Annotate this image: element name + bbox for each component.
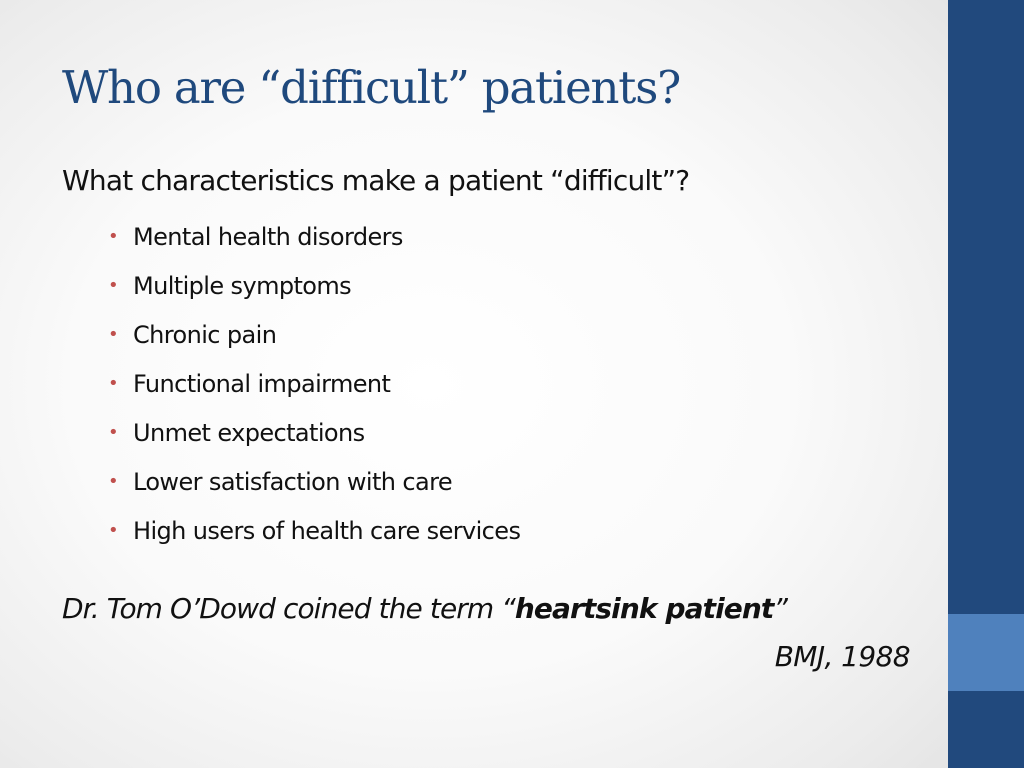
bullet-item: [108, 368, 520, 417]
bullet-list: [108, 221, 520, 564]
bullet-icon: •: [108, 520, 119, 541]
quote-emphasis: heartsink patient: [514, 592, 774, 625]
bullet-text: Mental health disorders: [133, 223, 403, 251]
bullet-icon: •: [108, 275, 119, 296]
bullet-text: Chronic pain: [133, 321, 277, 349]
quote-prefix: Dr. Tom O’Dowd coined the term “: [62, 592, 515, 625]
quote-suffix: ”: [773, 592, 787, 625]
sidebar-accent-block: [948, 614, 1024, 691]
bullet-item: [108, 221, 520, 270]
bullet-text: High users of health care services: [133, 517, 521, 545]
bullet-item: [108, 319, 520, 368]
bullet-text: Functional impairment: [133, 370, 391, 398]
bullet-text: Multiple symptoms: [133, 272, 352, 300]
citation-text: BMJ, 1988: [774, 640, 910, 673]
bullet-icon: •: [108, 324, 119, 345]
bullet-icon: •: [108, 471, 119, 492]
bullet-item: [108, 466, 520, 515]
bullet-icon: •: [108, 422, 119, 443]
bullet-item: [108, 515, 520, 564]
bullet-icon: •: [108, 226, 119, 247]
bullet-text: Lower satisfaction with care: [133, 468, 453, 496]
slide-title: Who are “difficult” patients?: [62, 61, 681, 114]
bullet-icon: •: [108, 373, 119, 394]
question-text: What characteristics make a patient “difficult”?: [62, 164, 690, 197]
bullet-item: [108, 270, 520, 319]
bullet-item: [108, 417, 520, 466]
quote-text: [62, 592, 787, 626]
bullet-text: Unmet expectations: [133, 419, 365, 447]
